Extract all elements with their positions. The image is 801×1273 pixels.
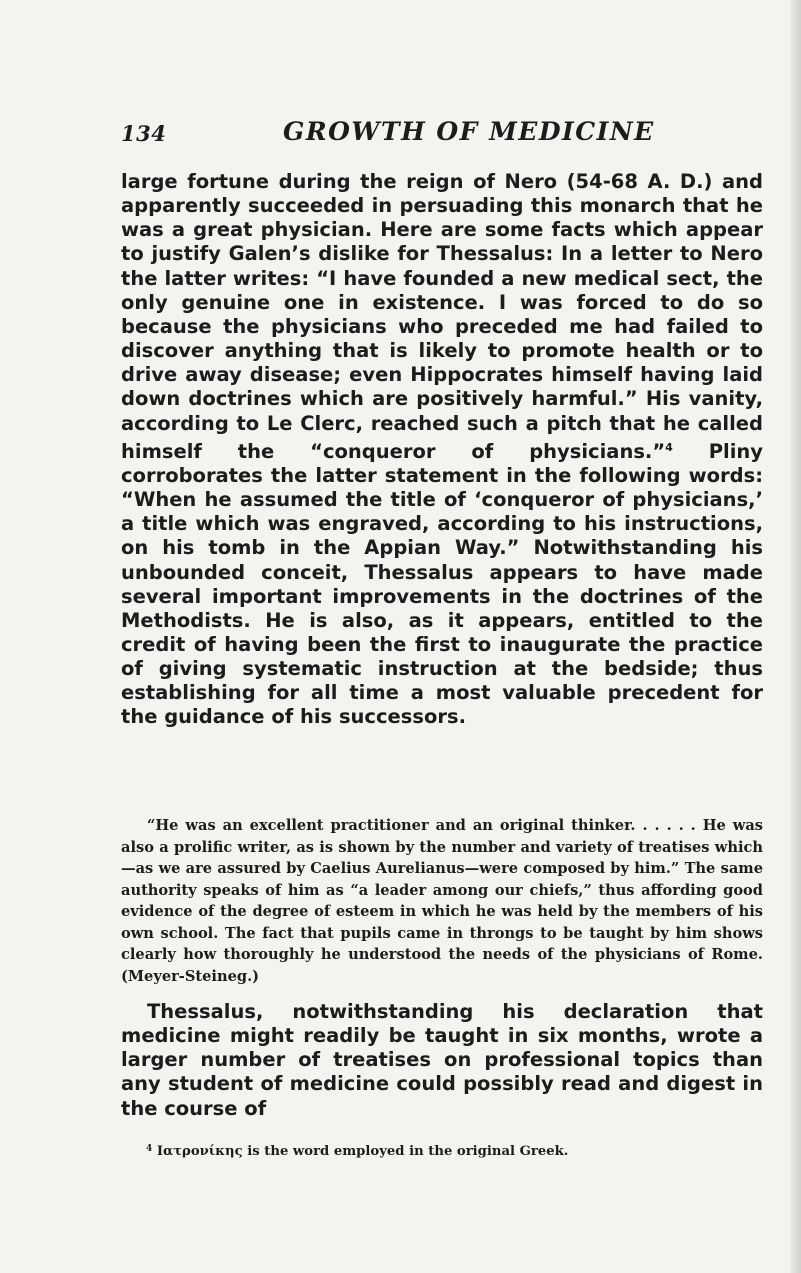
paragraph-2-text: Thessalus, notwithstanding his declaration that medicine might readily be taught in six months, wrote a larger number of treatises on professional topics than any student of medicine could possibly read and digest in the course of xyxy=(121,1000,763,1120)
running-title: GROWTH OF MEDICINE xyxy=(283,117,655,146)
paragraph-1-continuation: Pliny corroborates the latter statement in the following words: “When he assumed the title of ‘conqueror of physicians,’ a title which was engraved, according to his instructions, on his tomb in the Appian Way.” Notwithstanding his unbounded conceit, Thessalus appears to have made several important improvements in the doctrines of the Methodists. He is also, as it appears, entitled to the credit of having been the first to inaugurate the practice of giving systematic instruction at the bedside; thus establishing for all time a most valuable precedent for the guidance of his successors. xyxy=(121,439,763,729)
page-number: 134 xyxy=(121,121,167,146)
page-header xyxy=(121,117,761,161)
body-paragraph-1 xyxy=(121,170,763,730)
block-quotation xyxy=(121,815,763,987)
footnote xyxy=(146,1141,568,1160)
paragraph-1-text: large fortune during the reign of Nero (54-68 A. D.) and apparently succeeded in persuading this monarch that he was a great physician. Here are some facts which appear to justify Galen’s dislike for Thessalus: In a letter to Nero the latter writes: “I have founded a new medical sect, the only genuine one in existence. I was forced to do so because the physicians who preceded me had failed to discover anything that is likely to promote health or to drive away disease; even Hippocrates himself having laid down doctrines which are positively harmful.” His vanity, according to Le Clerc, reached such a pitch that he called himself the “conqueror of physicians.” xyxy=(121,170,763,463)
page-edge xyxy=(791,0,801,1273)
footnote-marker: 4 xyxy=(146,1144,153,1154)
footnote-greek-word: Ιατρονίκης xyxy=(156,1144,243,1159)
body-paragraph-2 xyxy=(121,1000,763,1121)
footnote-text: is the word employed in the original Greek. xyxy=(242,1144,569,1159)
quotation-text: “He was an excellent practitioner and an original thinker. . . . . . He was also a prolific writer, as is shown by the number and variety of treatises which—as we are assured by Caelius Aurelianus—were composed by him.” The same authority speaks of him as “a leader among our chiefs,” thus affording good evidence of the degree of esteem in which he was held by the members of his own school. The fact that pupils came in throngs to be taught by him shows clearly how thoroughly he understood the needs of the physicians of Rome. (Meyer-Steineg.) xyxy=(121,817,763,985)
footnote-reference: 4 xyxy=(665,440,673,454)
